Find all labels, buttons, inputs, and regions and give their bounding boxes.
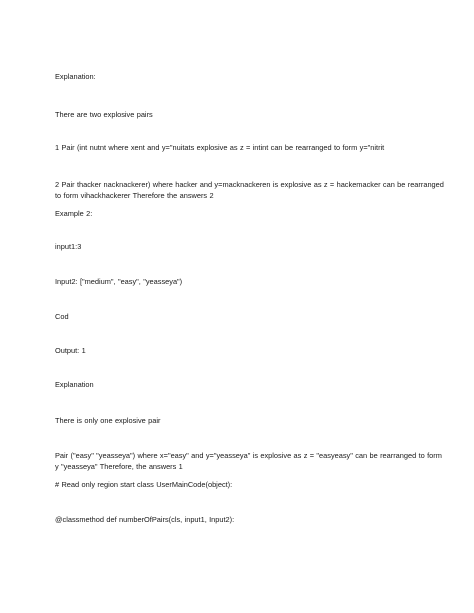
read-only-region-comment: # Read only region start class UserMainCode(object): [55,480,233,489]
input2-line: Input2: ["medium", "easy", "yeasseya") [55,277,183,286]
pair-easy-text: Pair ("easy" "yeasseya") where x="easy" and y="yeasseya" is explosive as z = "easyeasy" can be rearranged to form y "yeasseya" Therefore, the answers 1 [55,451,442,471]
input1-line: input1:3 [55,242,82,251]
explanation-heading: Explanation: [55,72,96,81]
pair-1-text: 1 Pair (int nutnt where xent and y="nuitats explosive as z = intint can be rearranged to form y="nitrit [55,143,385,152]
explanation-heading-2: Explanation [55,380,94,389]
method-signature: @classmethod def numberOfPairs(cls, input1, Input2): [55,515,235,524]
explanation-summary-2: There is only one explosive pair [55,416,161,425]
explanation-summary: There are two explosive pairs [55,110,153,119]
pair-2-text: 2 Pair thacker nacknackerer) where hacker and y=macknackeren is explosive as z = hackemacker can be rearranged to form vihackhackerer Therefore the answers 2 [55,180,444,200]
output-line: Output: 1 [55,346,86,355]
example-2-heading: Example 2: [55,209,93,218]
code-line: Cod [55,312,69,321]
